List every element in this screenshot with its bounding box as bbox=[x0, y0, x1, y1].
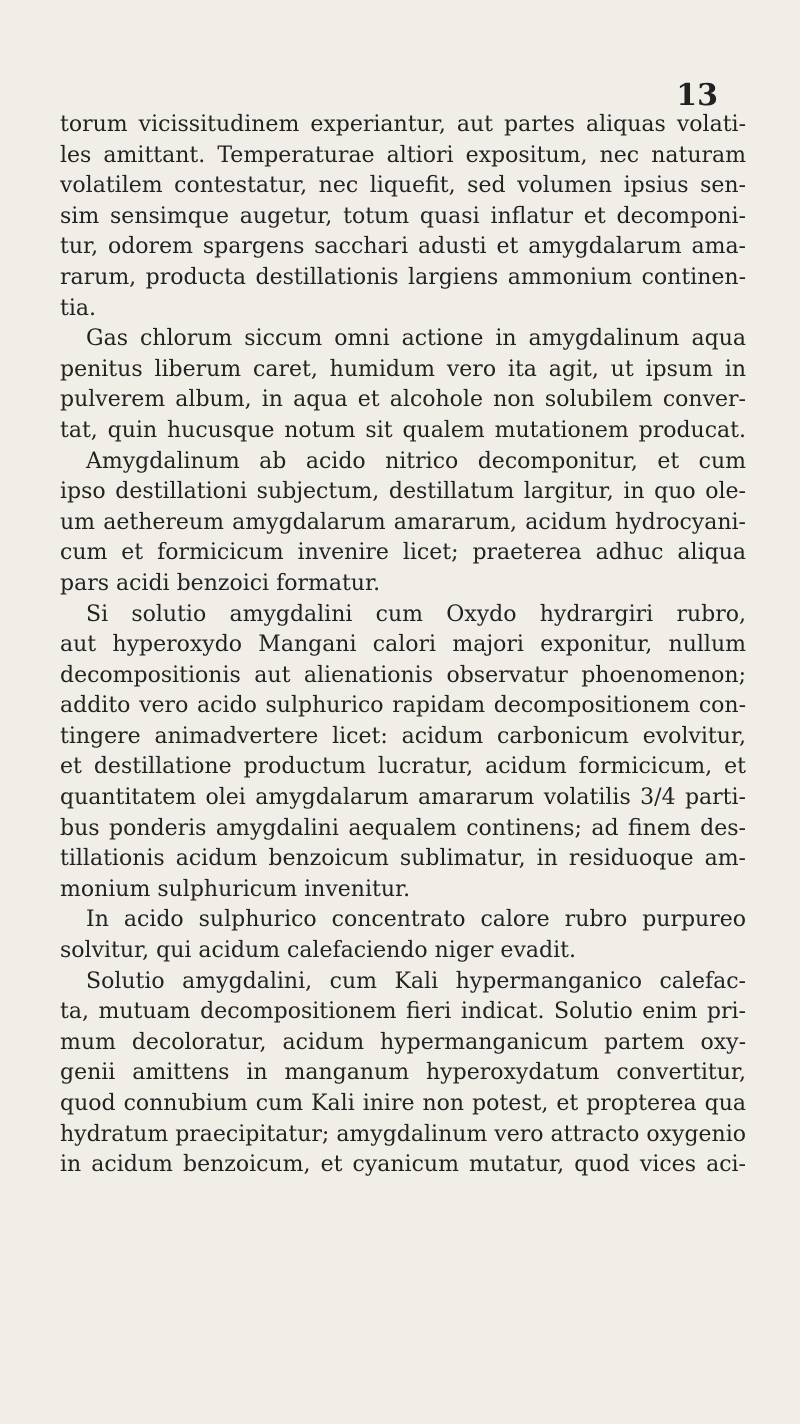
text-line: hydratum praecipitatur; amygdalinum vero attracto oxygenio bbox=[60, 1121, 746, 1147]
text-line: mum decoloratur, acidum hypermanganicum partem oxy- bbox=[60, 1029, 746, 1055]
text-line: et destillatione productum lucratur, acidum formicicum, et bbox=[60, 754, 746, 780]
text-line: ta, mutuam decompositionem fieri indicat. Solutio enim pri- bbox=[60, 999, 746, 1025]
text-line: genii amittens in manganum hyperoxydatum convertitur, bbox=[60, 1060, 746, 1086]
text-line: Amygdalinum ab acido nitrico decomponitur, et cum bbox=[86, 448, 746, 474]
text-line: quod connubium cum Kali inire non potest, et propterea qua bbox=[60, 1091, 746, 1116]
text-line: in acidum benzoicum, et cyanicum mutatur, quod vices aci- bbox=[60, 1152, 746, 1178]
text-line: decompositionis aut alienationis observatur phoenomenon; bbox=[60, 662, 746, 688]
text-line: Solutio amygdalini, cum Kali hypermanganico calefac- bbox=[86, 968, 746, 994]
body-text bbox=[60, 110, 746, 1181]
text-line: rarum, producta destillationis largiens ammonium continen- bbox=[60, 264, 746, 290]
text-line: bus ponderis amygdalini aequalem continens; ad finem des- bbox=[60, 815, 746, 841]
text-line: Si solutio amygdalini cum Oxydo hydrargiri rubro, bbox=[86, 601, 746, 627]
text-line: tat, quin hucusque notum sit qualem mutationem producat. bbox=[60, 417, 746, 443]
text-line: les amittant. Temperaturae altiori expositum, nec naturam bbox=[60, 142, 746, 168]
text-line: cum et formicicum invenire licet; praeterea adhuc aliqua bbox=[60, 540, 746, 566]
text-line: um aethereum amygdalarum amararum, acidum hydrocyani- bbox=[60, 509, 746, 535]
text-line: addito vero acido sulphurico rapidam decompositionem con- bbox=[60, 693, 746, 719]
text-line: pulverem album, in aqua et alcohole non solubilem conver- bbox=[60, 387, 746, 413]
text-line: monium sulphuricum invenitur. bbox=[60, 876, 411, 902]
text-line: ipso destillationi subjectum, destillatum largitur, in quo ole- bbox=[60, 479, 746, 505]
text-line: tillationis acidum benzoicum sublimatur, in residuoque am- bbox=[60, 846, 746, 872]
text-line: aut hyperoxydo Mangani calori majori exponitur, nullum bbox=[60, 632, 746, 658]
text-line: pars acidi benzoici formatur. bbox=[60, 570, 381, 596]
text-line: solvitur, qui acidum calefaciendo niger evadit. bbox=[60, 938, 576, 964]
page-number: 13 bbox=[676, 78, 718, 113]
text-line: penitus liberum caret, humidum vero ita agit, ut ipsum in bbox=[60, 356, 746, 382]
text-line: torum vicissitudinem experiantur, aut partes aliquas volati- bbox=[60, 112, 746, 137]
text-line: tur, odorem spargens sacchari adusti et amygdalarum ama- bbox=[60, 234, 746, 260]
text-line: quantitatem olei amygdalarum amararum volatilis 3/4 parti- bbox=[60, 785, 746, 811]
text-line: In acido sulphurico concentrato calore rubro purpureo bbox=[86, 907, 746, 933]
text-line: Gas chlorum siccum omni actione in amygdalinum aqua bbox=[86, 326, 746, 352]
text-line: tingere animadvertere licet: acidum carbonicum evolvitur, bbox=[60, 723, 746, 749]
text-line: sim sensimque augetur, totum quasi inflatur et decomponi- bbox=[60, 203, 746, 229]
text-line: volatilem contestatur, nec liquefit, sed volumen ipsius sen- bbox=[60, 173, 746, 199]
text-line: tia. bbox=[60, 295, 96, 321]
